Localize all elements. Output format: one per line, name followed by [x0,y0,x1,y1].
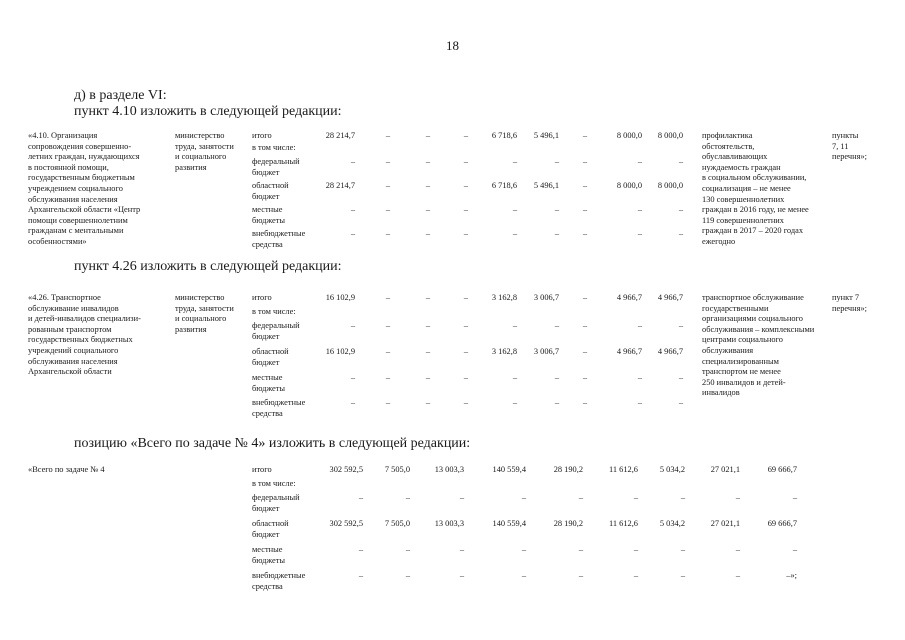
amount-cell: – [637,205,642,214]
amount-cell: – [735,493,740,502]
executor-line: труда, занятости [175,141,234,151]
result-line: граждан в 2017 – 2020 годах [702,226,804,236]
amount-cell: 7 505,0 [384,465,410,474]
reference-line: пункты [832,131,859,140]
activity-name-line: и детей-инвалидов специализи- [28,314,141,324]
amount-cell: – [521,493,526,502]
amount-cell: – [425,205,430,214]
amount-cell: 16 102,9 [325,293,355,302]
reference-line: перечня»; [832,152,867,162]
executor-line: развития [175,162,207,172]
activity-name-line: Архангельской области «Центр [28,205,141,215]
result-line: граждан в 2016 году, не менее [702,205,809,215]
amount-cell: – [350,229,355,238]
amount-cell: – [385,157,390,166]
amount-cell: – [582,229,587,238]
amount-cell: – [405,493,410,502]
result-line: в социальном обслуживании, [702,173,807,183]
activity-name-line: особенностями» [28,237,87,246]
amount-cell: – [637,373,642,382]
amount-cell: – [512,321,517,330]
source-label-federal: федеральный [252,157,300,166]
amount-cell: 28 214,7 [325,131,355,140]
source-label-regional: областной [252,181,289,190]
activity-name-line: «Всего по задаче № 4 [28,465,105,474]
amount-cell: – [582,321,587,330]
amount-cell: 27 021,1 [710,519,740,528]
amount-cell: – [512,373,517,382]
source-label-extra: внебюджетные [252,398,306,407]
activity-name-line: обслуживания населения [28,356,118,366]
section-heading: д) в разделе VI: [74,88,167,103]
amount-cell: – [385,347,390,356]
source-label-federal: федеральный [252,493,300,502]
activity-name-line: в постоянной помощи, [28,162,109,172]
amount-cell: – [350,321,355,330]
reference-line: 7, 11 [832,141,849,151]
amount-cell: 69 666,7 [767,465,797,474]
amount-cell: – [521,571,526,580]
source-label-local: бюджеты [252,383,286,393]
amount-cell: 8 000,0 [657,181,683,190]
amount-cell: – [350,205,355,214]
amount-cell: – [385,373,390,382]
amount-cell: – [463,398,468,407]
amount-cell: – [350,157,355,166]
result-line: государственными [702,303,769,313]
source-label-local: бюджеты [252,555,286,565]
amount-cell: 140 559,4 [492,465,526,474]
result-line: социализация – не менее [702,184,791,193]
result-line: обстоятельств, [702,141,755,151]
amount-cell: – [425,293,430,302]
amount-cell: – [678,373,683,382]
amount-cell: 5 496,1 [533,181,559,190]
amount-cell: 5 496,1 [533,131,559,140]
amount-cell: – [680,545,685,554]
amount-cell: – [425,131,430,140]
amount-cell: – [554,205,559,214]
amount-cell: 302 592,5 [329,519,363,528]
amount-cell: 27 021,1 [710,465,740,474]
amount-cell: – [463,157,468,166]
amount-cell: – [680,493,685,502]
result-line: 250 инвалидов и детей- [702,377,786,387]
reference-line: перечня»; [832,303,867,313]
sub-heading-total-task-4: позицию «Всего по задаче № 4» изложить в следующей редакции: [74,436,471,451]
result-line: обуславливающих [702,152,768,162]
amount-cell: – [680,571,685,580]
amount-cell: – [735,545,740,554]
source-label-regional: бюджет [252,529,280,539]
result-line: нуждаемость граждан [702,162,781,172]
amount-cell: – [463,229,468,238]
amount-cell: 69 666,7 [767,519,797,528]
source-label-federal: бюджет [252,503,280,513]
amount-cell: 7 505,0 [384,519,410,528]
amount-cell: 8 000,0 [616,181,642,190]
amount-cell: – [633,545,638,554]
source-label-local: бюджеты [252,215,286,225]
amount-cell: – [678,229,683,238]
amount-cell: 4 966,7 [616,347,642,356]
source-label-federal: бюджет [252,167,280,177]
amount-cell: – [385,398,390,407]
source-label-local: местные [252,205,283,214]
reference-line: пункт 7 [832,293,860,302]
source-label-including: в том числе: [252,479,296,488]
amount-cell: – [582,131,587,140]
amount-cell: – [385,205,390,214]
amount-cell: – [678,321,683,330]
executor-line: труда, занятости [175,303,234,313]
result-line: транспортное обслуживание [702,293,804,302]
amount-cell: – [578,571,583,580]
amount-cell: – [792,545,797,554]
amount-cell: – [578,545,583,554]
result-line: 119 совершеннолетних [702,215,784,225]
amount-cell: – [425,373,430,382]
executor-line: развития [175,324,207,334]
activity-name-line: «4.10. Организация [28,131,98,140]
source-label-extra: средства [252,581,283,591]
amount-cell: – [512,205,517,214]
amount-cell: – [385,293,390,302]
amount-cell: – [521,545,526,554]
result-line: инвалидов [702,388,740,398]
source-label-including: в том числе: [252,307,296,316]
amount-cell: 8 000,0 [657,131,683,140]
source-label-extra: внебюджетные [252,229,306,238]
amount-cell: 3 006,7 [533,347,559,356]
amount-cell: – [459,493,464,502]
amount-cell: 28 190,2 [553,465,583,474]
executor-line: и социального [175,314,227,324]
amount-cell: – [582,293,587,302]
source-label-including: в том числе: [252,143,296,152]
source-label-total: итого [252,131,272,140]
amount-cell: – [637,398,642,407]
result-line: транспортом не менее [702,367,781,377]
amount-cell: 3 006,7 [533,293,559,302]
activity-name-line: учреждением социального [28,184,123,193]
amount-cell: – [582,347,587,356]
amount-cell: – [678,157,683,166]
result-line: центрами социального [702,335,783,345]
amount-cell: 6 718,6 [491,181,517,190]
amount-cell: – [385,229,390,238]
amount-cell: – [350,373,355,382]
amount-cell: – [358,545,363,554]
amount-cell: 5 034,2 [659,519,685,528]
amount-cell: – [512,157,517,166]
amount-cell: – [512,229,517,238]
executor-line: и социального [175,152,227,162]
amount-cell: – [582,157,587,166]
amount-cell: – [425,321,430,330]
activity-name-line: летних граждан, нуждающихся [28,152,140,162]
amount-cell: – [512,398,517,407]
source-label-extra: средства [252,408,283,418]
activity-name-line: обслуживания населения [28,194,118,204]
amount-cell: – [459,545,464,554]
amount-cell: – [463,347,468,356]
executor-line: министерство [175,293,225,302]
sub-heading-4-26: пункт 4.26 изложить в следующей редакции: [74,259,342,274]
sub-heading-4-10: пункт 4.10 изложить в следующей редакции: [74,104,342,119]
amount-cell: – [554,321,559,330]
amount-cell: – [463,181,468,190]
amount-cell: 302 592,5 [329,465,363,474]
amount-cell: – [554,398,559,407]
source-label-total: итого [252,293,272,302]
amount-cell: 28 214,7 [325,181,355,190]
source-label-regional: областной [252,347,289,356]
activity-name-line: сопровождения совершенно- [28,141,132,151]
source-label-extra: средства [252,239,283,249]
activity-name-line: обслуживание инвалидов [28,303,119,313]
result-line: 130 совершеннолетних [702,194,785,204]
activity-name-line: «4.26. Транспортное [28,293,101,302]
amount-cell: – [385,181,390,190]
amount-cell: – [425,347,430,356]
source-label-regional: бюджет [252,191,280,201]
result-line: организациями социального [702,314,803,324]
amount-cell: – [459,571,464,580]
source-label-local: местные [252,373,283,382]
activity-name-line: помощи совершеннолетним [28,215,128,225]
amount-cell: – [358,493,363,502]
amount-cell: 13 003,3 [434,465,464,474]
amount-cell: 4 966,7 [657,347,683,356]
amount-cell: – [633,571,638,580]
amount-cell: – [463,373,468,382]
amount-cell: – [405,545,410,554]
amount-cell: – [463,205,468,214]
amount-cell: – [554,229,559,238]
amount-cell: 28 190,2 [553,519,583,528]
amount-cell: – [637,229,642,238]
amount-cell: 3 162,8 [491,347,517,356]
result-line: обслуживания – комплексными [702,324,815,334]
amount-cell: 6 718,6 [491,131,517,140]
activity-name-line: гражданам с ментальными [28,226,124,236]
amount-cell: – [425,229,430,238]
amount-cell: – [582,181,587,190]
amount-cell: – [554,373,559,382]
amount-cell: – [735,571,740,580]
result-line: профилактика [702,131,753,140]
amount-cell: – [425,181,430,190]
amount-cell: 13 003,3 [434,519,464,528]
amount-cell: 8 000,0 [616,131,642,140]
amount-cell: – [385,131,390,140]
source-label-local: местные [252,545,283,554]
amount-cell: – [425,157,430,166]
amount-cell: – [678,398,683,407]
amount-cell: 16 102,9 [325,347,355,356]
activity-name-line: учреждений социального [28,346,119,355]
source-label-federal: бюджет [252,331,280,341]
source-label-federal: федеральный [252,321,300,330]
amount-cell: – [425,398,430,407]
amount-cell: – [578,493,583,502]
amount-cell: – [405,571,410,580]
amount-cell: 11 612,6 [608,519,638,528]
amount-cell: – [633,493,638,502]
amount-cell: – [637,157,642,166]
amount-cell: 4 966,7 [616,293,642,302]
amount-cell: – [463,131,468,140]
source-label-regional: бюджет [252,357,280,367]
amount-cell: – [678,205,683,214]
amount-cell: 4 966,7 [657,293,683,302]
source-label-total: итого [252,465,272,474]
amount-cell: 140 559,4 [492,519,526,528]
amount-cell: – [463,321,468,330]
amount-cell: 3 162,8 [491,293,517,302]
amount-cell: – [792,493,797,502]
amount-cell: – [350,398,355,407]
activity-name-line: государственным бюджетным [28,173,135,183]
result-line: специализированным [702,356,779,366]
executor-line: министерство [175,131,225,140]
source-label-extra: внебюджетные [252,571,306,580]
amount-cell: – [554,157,559,166]
activity-name-line: Архангельской области [28,367,112,377]
amount-cell: 5 034,2 [659,465,685,474]
amount-cell: – [582,398,587,407]
amount-cell: – [637,321,642,330]
amount-cell: – [385,321,390,330]
amount-cell: –»; [786,571,797,580]
amount-cell: – [358,571,363,580]
source-label-regional: областной [252,519,289,528]
activity-name-line: рованным транспортом [28,324,112,334]
result-line: ежегодно [702,237,736,246]
activity-name-line: государственных бюджетных [28,335,133,345]
amount-cell: – [463,293,468,302]
page-number: 18 [446,38,459,53]
amount-cell: – [582,205,587,214]
result-line: обслуживания [702,346,754,355]
amount-cell: 11 612,6 [608,465,638,474]
amount-cell: – [582,373,587,382]
